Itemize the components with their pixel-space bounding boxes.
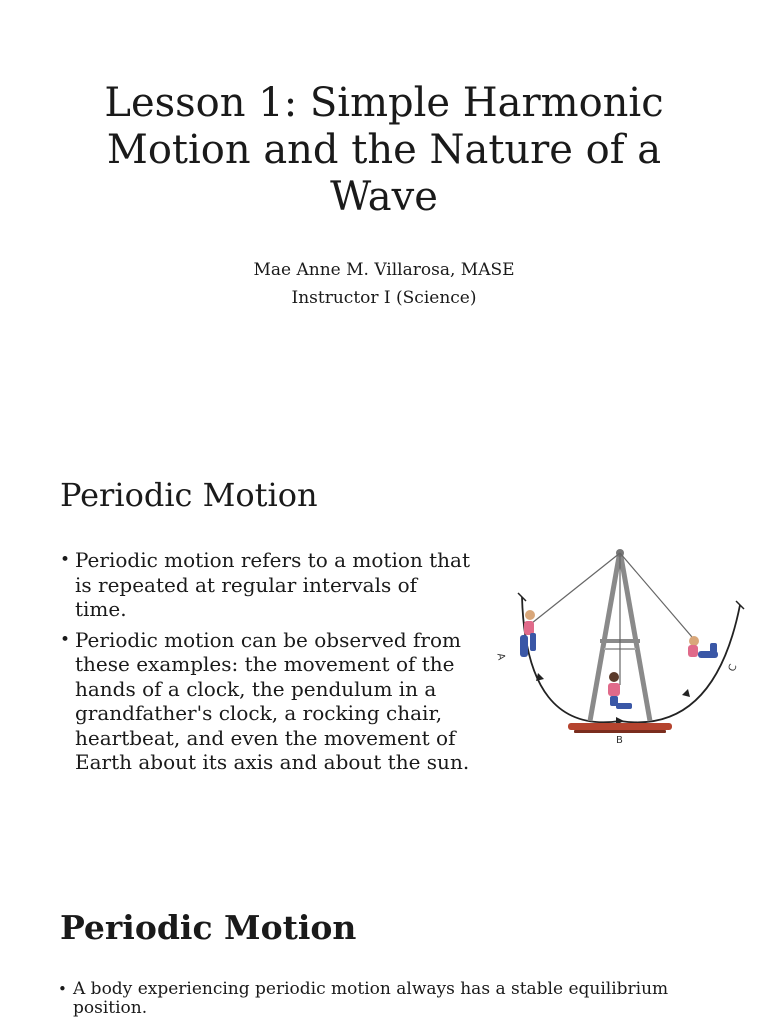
label-c: C (726, 662, 740, 674)
author-position: Instructor I (Science) (291, 288, 477, 308)
section-heading: Periodic Motion (60, 476, 318, 514)
title-slide (0, 0, 768, 400)
swing-figure (496, 545, 744, 763)
label-b: B (616, 735, 623, 746)
label-a: A (494, 652, 507, 662)
bullet-item: • A body experiencing periodic motion always has a stable equilibrium position. (58, 980, 698, 1018)
bullet-item: • Periodic motion can be observed from these examples: the movement of the hands of a clock, the pendulum in a grandfather's clock, a rocking chair, heartbeat, and even the movement of Earth about its axis and about the sun. (60, 628, 470, 775)
bullet-item: • Periodic motion refers to a motion that is repeated at regular intervals of time. (60, 548, 470, 622)
section-heading: Periodic Motion (60, 908, 357, 947)
author-name: Mae Anne M. Villarosa, MASE (253, 260, 515, 280)
bullet-list (60, 548, 470, 781)
periodic-motion-slide (0, 400, 768, 880)
lesson-title: Lesson 1: Simple Harmonic Motion and the Nature of a Wave (104, 80, 664, 220)
bullet-list (58, 980, 698, 1018)
swing-pendulum-illustration (496, 545, 744, 763)
swinger-right (688, 636, 718, 658)
periodic-motion-slide-2 (0, 880, 768, 1024)
author-block (0, 256, 768, 312)
